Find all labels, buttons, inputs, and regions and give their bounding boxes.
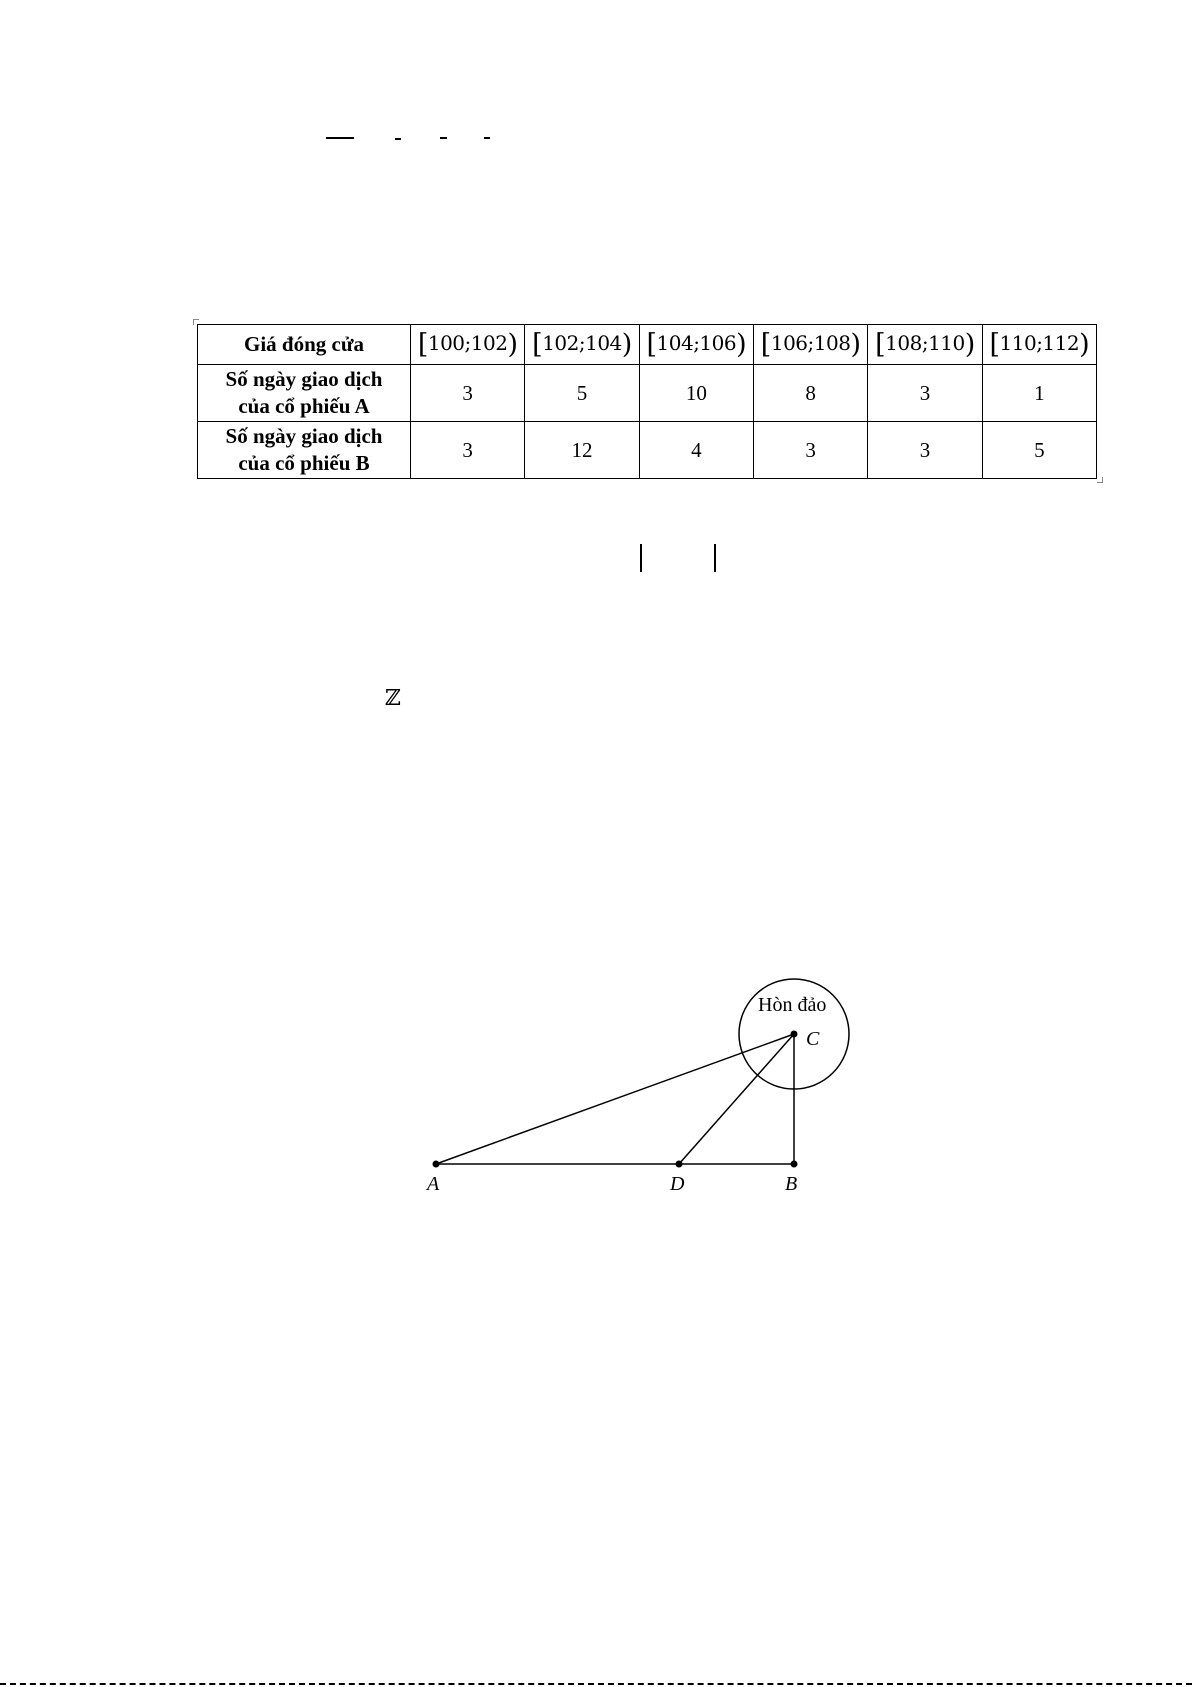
segment-DC — [679, 1034, 794, 1164]
table-cell: 3 — [411, 422, 525, 479]
table-cell: 12 — [525, 422, 639, 479]
interval-cell: [106;108) — [753, 325, 867, 365]
segment-AC — [436, 1034, 794, 1164]
table-cell: 4 — [639, 422, 753, 479]
table-cell: 3 — [868, 365, 982, 422]
point-B — [791, 1161, 798, 1168]
formula-fragment-overline — [326, 137, 354, 139]
interval-cell: [102;104) — [525, 325, 639, 365]
interval-cell: [100;102) — [411, 325, 525, 365]
table-corner-mark-bottom-right — [1097, 477, 1103, 483]
stock-closing-price-table — [197, 324, 1097, 479]
point-A — [433, 1161, 440, 1168]
formula-fragment-dash-1 — [395, 138, 401, 140]
table-row-stock-b — [198, 422, 1097, 479]
row-label-stock-a: Số ngày giao dịch của cổ phiếu A — [198, 365, 411, 422]
header-closing-price: Giá đóng cửa — [198, 325, 411, 365]
point-C — [791, 1031, 798, 1038]
page-bottom-rule — [0, 1683, 1192, 1687]
abs-bar-right — [714, 544, 716, 572]
interval-cell: [110;112) — [982, 325, 1096, 365]
table-cell: 10 — [639, 365, 753, 422]
label-A: A — [427, 1173, 440, 1195]
table-cell: 5 — [525, 365, 639, 422]
row-label-stock-b: Số ngày giao dịch của cổ phiếu B — [198, 422, 411, 479]
integer-set-symbol: ℤ — [385, 686, 402, 711]
table-cell: 3 — [868, 422, 982, 479]
label-C: C — [806, 1028, 820, 1050]
point-D — [676, 1161, 683, 1168]
island-label: Hòn đảo — [758, 994, 827, 1016]
abs-bar-left — [640, 544, 642, 572]
table-cell: 8 — [753, 365, 867, 422]
label-D: D — [670, 1173, 685, 1195]
table-cell: 5 — [982, 422, 1096, 479]
table-cell: 1 — [982, 365, 1096, 422]
formula-fragment-dash-3 — [484, 137, 490, 139]
table-cell: 3 — [411, 365, 525, 422]
table-row-stock-a — [198, 365, 1097, 422]
table-cell: 3 — [753, 422, 867, 479]
formula-fragment-dash-2 — [440, 137, 447, 139]
interval-cell: [104;106) — [639, 325, 753, 365]
interval-cell: [108;110) — [868, 325, 982, 365]
island-geometry-diagram — [400, 975, 860, 1205]
table-header-row — [198, 325, 1097, 365]
label-B: B — [785, 1173, 798, 1195]
